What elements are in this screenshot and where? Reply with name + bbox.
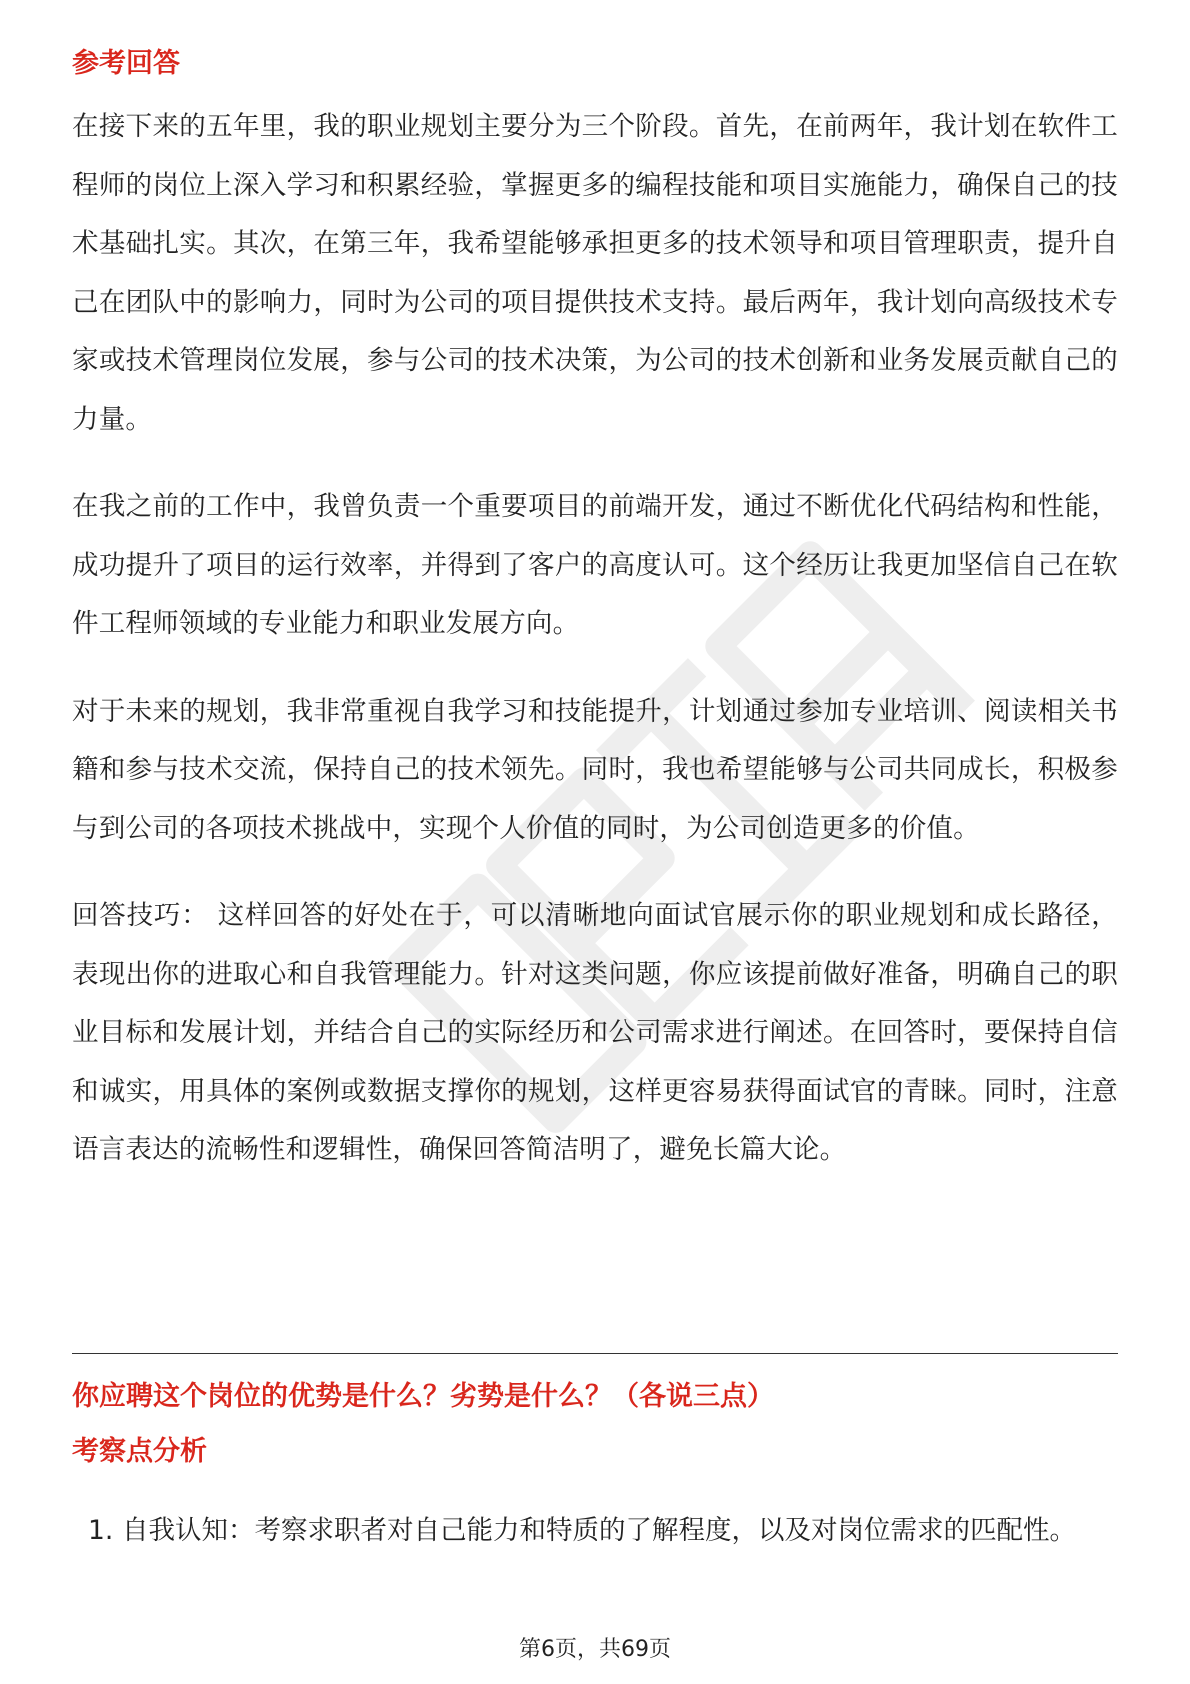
page-number: 第6页，共69页 <box>519 1637 671 1662</box>
answer-paragraph: 对于未来的规划，我非常重视自我学习和技能提升，计划通过参加专业培训、阅读相关书籍和参与技术交流，保持自己的技术领先。同时，我也希望能够与公司共同成长，积极参与到公司的各项技术挑战中，实现个人价值的同时，为公司创造更多的价值。 <box>72 695 1118 844</box>
analysis-list <box>72 1502 1118 1559</box>
question-section <box>72 1377 1118 1472</box>
list-item-number: 1. <box>88 1515 114 1546</box>
answer-paragraph: 在我之前的工作中，我曾负责一个重要项目的前端开发，通过不断优化代码结构和性能，成功提升了项目的运行效率，并得到了客户的高度认可。这个经历让我更加坚信自己在软件工程师领域的专业能力和职业发展方向。 <box>72 491 1118 639</box>
list-item <box>72 1502 1118 1559</box>
section-divider <box>72 1353 1118 1354</box>
answer-heading: 参考回答 <box>72 48 180 79</box>
main-content <box>72 44 1118 1180</box>
answer-tips-paragraph: 回答技巧： 这样回答的好处在于，可以清晰地向面试官展示你的职业规划和成长路径，表现出你的进取心和自我管理能力。针对这类问题，你应该提前做好准备，明确自己的职业目标和发展计划，并结合自己的实际经历和公司需求进行阐述。在回答时，要保持自信和诚实，用具体的案例或数据支撑你的规划，这样更容易获得面试官的青睐。同时，注意语言表达的流畅性和逻辑性，确保回答简洁明了，避免长篇大论。 <box>72 900 1118 1165</box>
question-heading: 你应聘这个岗位的优势是什么？劣势是什么？（各说三点） <box>72 1381 774 1412</box>
list-item-text: 自我认知：考察求职者对自己能力和特质的了解程度，以及对岗位需求的匹配性。 <box>122 1515 1076 1546</box>
analysis-heading: 考察点分析 <box>72 1436 207 1467</box>
answer-paragraph: 在接下来的五年里，我的职业规划主要分为三个阶段。首先，在前两年，我计划在软件工程师的岗位上深入学习和积累经验，掌握更多的编程技能和项目实施能力，确保自己的技术基础扎实。其次，在第三年，我希望能够承担更多的技术领导和项目管理职责，提升自己在团队中的影响力，同时为公司的项目提供技术支持。最后两年，我计划向高级技术专家或技术管理岗位发展，参与公司的技术决策，为公司的技术创新和业务发展贡献自己的力量。 <box>72 111 1118 435</box>
